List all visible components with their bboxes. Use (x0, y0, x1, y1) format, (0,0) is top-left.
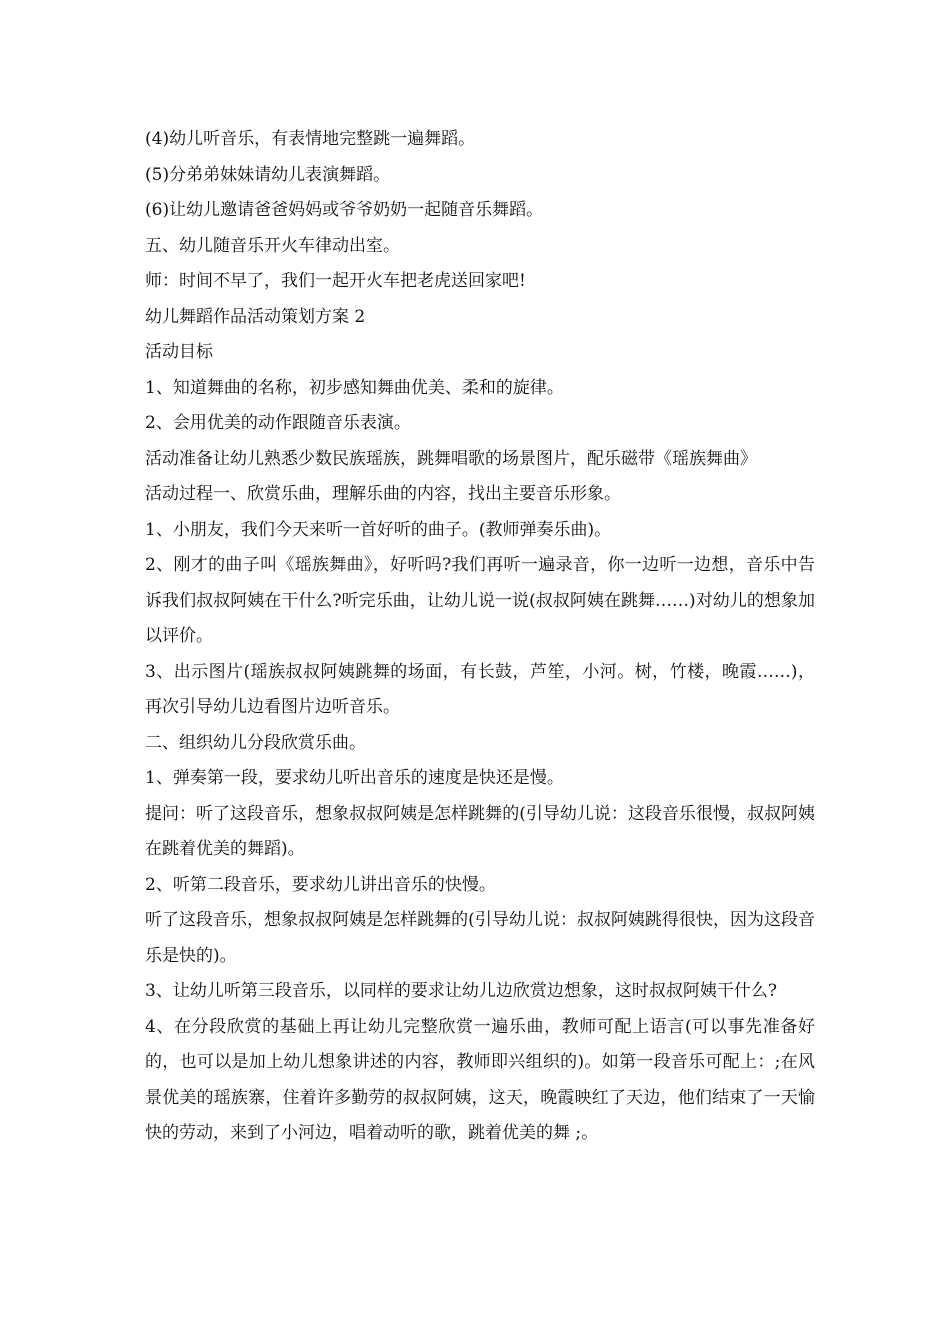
paragraph: 1、小朋友，我们今天来听一首好听的曲子。(教师弹奏乐曲)。 (145, 519, 612, 540)
paragraph: 听了这段音乐，想象叔叔阿姨是怎样跳舞的(引导幼儿说：叔叔阿姨跳得很快，因为这段音乐是快的)。 (145, 910, 815, 966)
document-page (145, 122, 815, 1152)
paragraph: 2、刚才的曲子叫《瑶族舞曲》，好听吗?我们再听一遍录音，你一边听一边想，音乐中告诉我们叔叔阿姨在干什么?听完乐曲，让幼儿说一说(叔叔阿姨在跳舞……)对幼儿的想象加以评价。 (145, 555, 815, 646)
paragraph: (4)幼儿听音乐，有表情地完整跳一遍舞蹈。 (145, 129, 476, 149)
paragraph: 提问：听了这段音乐，想象叔叔阿姨是怎样跳舞的(引导幼儿说：这段音乐很慢，叔叔阿姨在跳着优美的舞蹈)。 (145, 803, 815, 859)
section-heading: 活动目标 (145, 342, 213, 362)
paragraph: 活动准备让幼儿熟悉少数民族瑶族，跳舞唱歌的场景图片，配乐磁带《瑶族舞曲》 (145, 448, 757, 469)
document-title: 幼儿舞蹈作品活动策划方案 2 (145, 306, 366, 327)
paragraph: 1、知道舞曲的名称，初步感知舞曲优美、柔和的旋律。 (145, 377, 564, 398)
section-heading: 五、幼儿随音乐开火车律动出室。 (145, 235, 400, 256)
paragraph: (6)让幼儿邀请爸爸妈妈或爷爷奶奶一起随音乐舞蹈。 (145, 200, 544, 220)
section-heading: 二、组织幼儿分段欣赏乐曲。 (145, 732, 366, 753)
paragraph: 1、弹奏第一段，要求幼儿听出音乐的速度是快还是慢。 (145, 768, 564, 788)
paragraph: 师：时间不早了，我们一起开火车把老虎送回家吧! (145, 271, 526, 291)
paragraph: 4、在分段欣赏的基础上再让幼儿完整欣赏一遍乐曲，教师可配上语言(可以事先准备好的，也可以是加上幼儿想象讲述的内容，教师即兴组织的)。如第一段音乐可配上：;在风景优美的瑶族寨，住着许多勤劳的叔叔阿姨，这天，晚霞映红了天边，他们结束了一天愉快的劳动，来到了小河边，唱着动听的歌，跳着优美的舞 ;。 (145, 1016, 815, 1143)
paragraph: 3、出示图片(瑶族叔叔阿姨跳舞的场面，有长鼓，芦笙，小河。树，竹楼，晚霞……)，再次引导幼儿边看图片边听音乐。 (145, 661, 815, 717)
paragraph: 2、会用优美的动作跟随音乐表演。 (145, 413, 411, 433)
paragraph: (5)分弟弟妹妹请幼儿表演舞蹈。 (145, 164, 391, 185)
paragraph: 2、听第二段音乐，要求幼儿讲出音乐的快慢。 (145, 874, 496, 895)
paragraph: 3、让幼儿听第三段音乐，以同样的要求让幼儿边欣赏边想象，这时叔叔阿姨干什么? (145, 981, 777, 1001)
section-heading: 活动过程一、欣赏乐曲，理解乐曲的内容，找出主要音乐形象。 (145, 484, 621, 504)
